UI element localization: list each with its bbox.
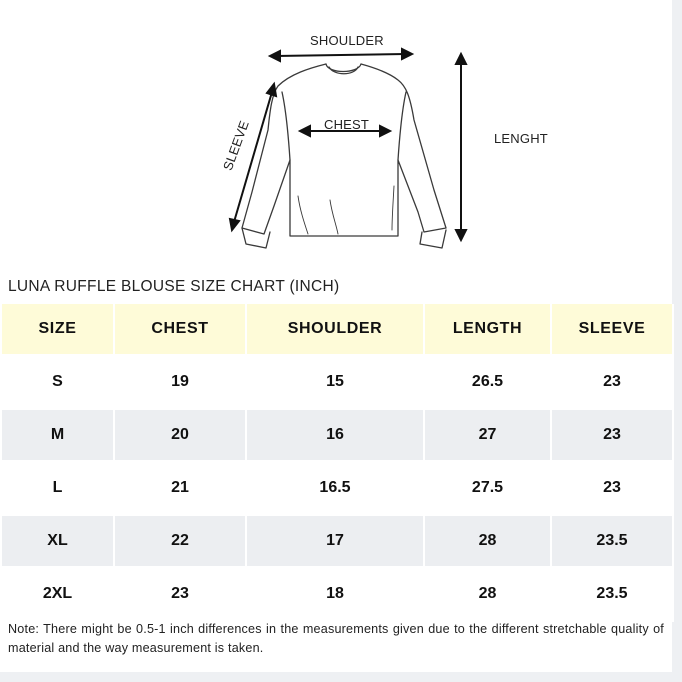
cell-sleeve: 23 — [551, 356, 673, 409]
table-row — [1, 515, 673, 568]
cell-sleeve: 23 — [551, 409, 673, 462]
table-row — [1, 568, 673, 621]
cell-shoulder: 15 — [246, 356, 424, 409]
cell-shoulder: 16 — [246, 409, 424, 462]
cell-chest: 20 — [114, 409, 246, 462]
table-row — [1, 409, 673, 462]
cell-length: 28 — [424, 568, 551, 621]
header-size: SIZE — [1, 304, 114, 356]
sleeve-label: SLEEVE — [219, 118, 252, 173]
header-sleeve: SLEEVE — [551, 304, 673, 356]
cell-length: 27.5 — [424, 462, 551, 515]
header-length: LENGTH — [424, 304, 551, 356]
header-shoulder: SHOULDER — [246, 304, 424, 356]
cell-sleeve: 23.5 — [551, 515, 673, 568]
table-row — [1, 356, 673, 409]
cell-sleeve: 23.5 — [551, 568, 673, 621]
cell-size: L — [1, 462, 114, 515]
table-row — [1, 462, 673, 515]
cell-size: M — [1, 409, 114, 462]
shoulder-arrow — [276, 54, 406, 56]
header-chest: CHEST — [114, 304, 246, 356]
cell-length: 26.5 — [424, 356, 551, 409]
cell-size: S — [1, 356, 114, 409]
cell-size: XL — [1, 515, 114, 568]
cell-length: 28 — [424, 515, 551, 568]
measurement-note: Note: There might be 0.5-1 inch differences in the measurements given due to the different stretchable quality of material and the way measurement is taken. — [8, 622, 664, 655]
chart-title: LUNA RUFFLE BLOUSE SIZE CHART (INCH) — [8, 278, 340, 295]
cell-shoulder: 18 — [246, 568, 424, 621]
cell-size: 2XL — [1, 568, 114, 621]
cell-chest: 23 — [114, 568, 246, 621]
size-table — [0, 304, 674, 622]
cell-shoulder: 17 — [246, 515, 424, 568]
cell-chest: 19 — [114, 356, 246, 409]
shoulder-label: SHOULDER — [310, 33, 384, 48]
garment-measurement-diagram — [0, 0, 672, 262]
cell-chest: 21 — [114, 462, 246, 515]
length-label: LENGHT — [494, 131, 548, 146]
chest-label: CHEST — [324, 117, 370, 132]
cell-chest: 22 — [114, 515, 246, 568]
left-cuff — [242, 228, 270, 248]
cell-shoulder: 16.5 — [246, 462, 424, 515]
table-header-row — [1, 304, 673, 356]
cell-length: 27 — [424, 409, 551, 462]
cell-sleeve: 23 — [551, 462, 673, 515]
right-cuff — [420, 230, 446, 248]
